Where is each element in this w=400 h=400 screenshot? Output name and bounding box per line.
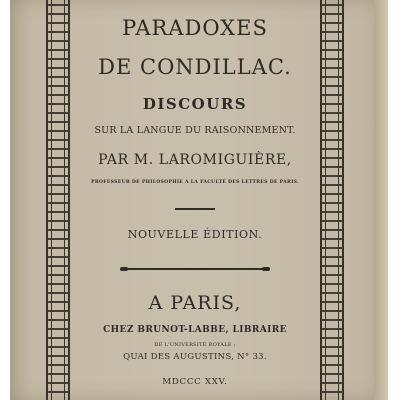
- short-divider: [175, 208, 215, 210]
- publisher-line-2: DE L'UNIVERSITÉ ROYALE ;: [154, 342, 236, 348]
- title-page-text: [72, 0, 318, 400]
- address-line: QUAI DES AUGUSTINS, N° 33.: [123, 352, 267, 362]
- title-line-2: DE CONDILLAC.: [98, 55, 292, 79]
- author-line: PAR M. LAROMIGUIÈRE,: [98, 152, 292, 168]
- author-affiliation: PROFESSEUR DE PHILOSOPHIE A LA FACULTÉ DES LETTRES DE PARIS.: [91, 180, 299, 185]
- ornamental-divider: [124, 268, 266, 270]
- page-edge: [374, 0, 388, 400]
- publication-date: MDCCC XXV.: [162, 377, 228, 387]
- ornamental-border-right: [320, 0, 344, 400]
- title-line-1: PARADOXES: [122, 16, 268, 40]
- ornamental-border-left: [46, 0, 70, 400]
- subtitle: SUR LA LANGUE DU RAISONNEMENT.: [94, 125, 296, 136]
- edition-label: NOUVELLE ÉDITION.: [127, 228, 263, 241]
- book-cover: [10, 0, 388, 400]
- publisher-line: CHEZ BRUNOT-LABBE, LIBRAIRE: [103, 325, 287, 335]
- discours-heading: DISCOURS: [142, 95, 248, 113]
- city-line: A PARIS,: [148, 292, 242, 314]
